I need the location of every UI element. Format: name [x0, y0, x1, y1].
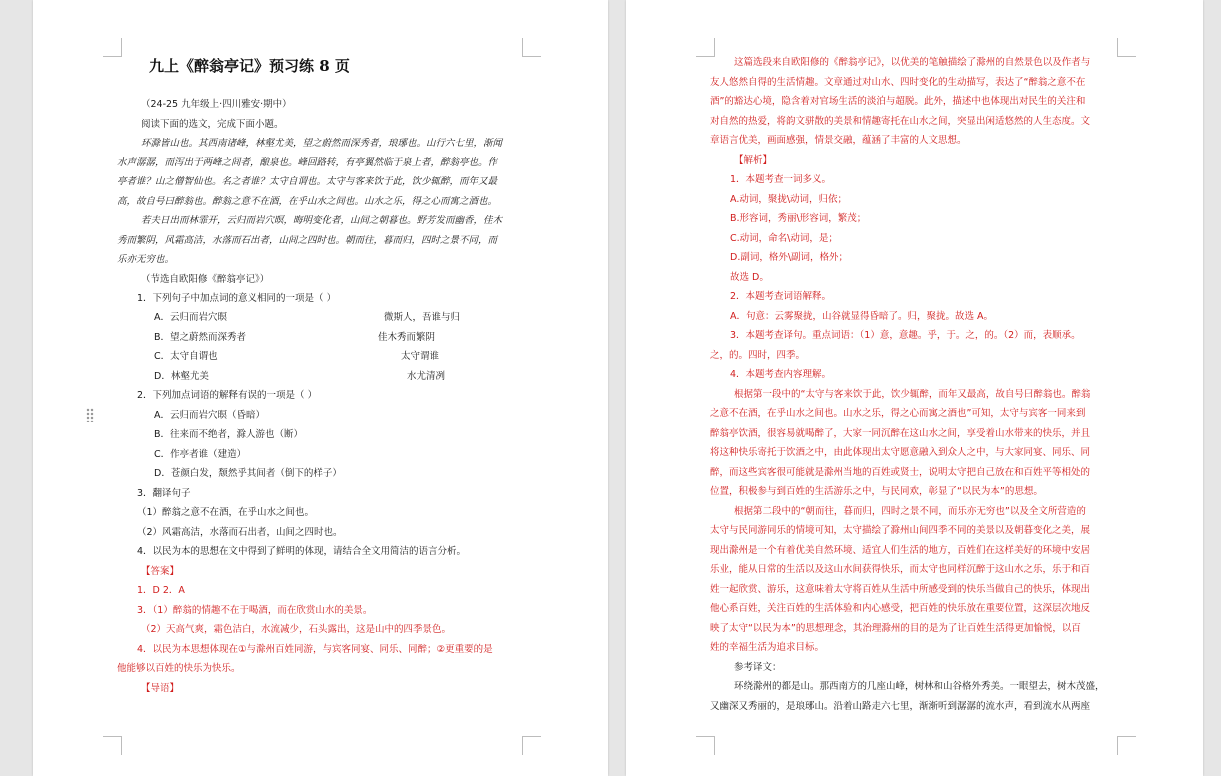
q1-option-left: C．太守自谓也 [154, 351, 218, 362]
question-source: （24-25 九年级上·四川雅安·期中） [141, 99, 292, 110]
analysis-paragraph-line: 醉翁亭饮酒，很容易就喝醉了，大家一同沉醉在这山水之间，享受着山水带来的快乐，并且 [710, 428, 1091, 439]
guide-label: 【导语】 [141, 683, 180, 694]
analysis-paragraph-line: 根据第一段中的“太守与客来饮于此，饮少辄醉，而年又最高，故自号曰醉翁也。醉翁 [734, 389, 1091, 400]
q1-option-right: 太守谓谁 [401, 351, 440, 362]
answer-4-line: 他能够以百姓的快乐为快乐。 [117, 663, 241, 674]
question-2-stem: 2．下列加点词语的解释有误的一项是（ ） [137, 390, 318, 401]
q2-option: D．苍颜白发，颓然乎其间者（倒下的样子） [154, 468, 342, 479]
analysis-line: 2．本题考查词语解释。 [730, 291, 832, 302]
margin-mark [696, 38, 715, 57]
analysis-line: D.副词，格外\副词，格外； [730, 252, 849, 263]
margin-mark [1117, 736, 1136, 755]
document-page-right [626, 0, 1203, 776]
analysis-line: 1．本题考查一词多义。 [730, 174, 832, 185]
margin-mark [522, 38, 541, 57]
analysis-line: A．句意：云雾聚拢，山谷就显得昏暗了。归，聚拢。故选 A。 [730, 311, 994, 322]
q1-option-left: A．云归而岩穴暝 [154, 312, 227, 323]
analysis-line: C.动词，命名\动词，是； [730, 233, 838, 244]
margin-mark [103, 736, 122, 755]
q1-option-right: 水尤清冽 [407, 371, 446, 382]
document-page-left [33, 0, 608, 776]
analysis-paragraph-line: 乐业，能从日常的生活以及这山水间获得快乐，而太守也同样沉醉于这山水之乐，乐于和百 [710, 564, 1091, 575]
analysis-paragraph-line: 姓一起欣赏、游乐，这意味着太守将百姓从生活中所感受到的快乐当做自己的快乐，体现出 [710, 584, 1091, 595]
intro-line: 酒”的豁达心境，隐含着对官场生活的淡泊与超脱。此外，描述中也体现出对民生的关注和 [710, 96, 1086, 107]
q3-item: （2）风霜高洁，水落而石出者，山间之四时也。 [137, 527, 343, 538]
passage-line: 秀而繁阴，风霜高洁，水落而石出者，山间之四时也。朝而往，暮而归，四时之景不同，而 [117, 235, 498, 246]
margin-mark [1117, 38, 1136, 57]
analysis-paragraph-line: 映了太守“以民为本”的思想理念，其治理滁州的目的是为了让百姓生活得更加愉悦，以百 [710, 623, 1081, 634]
passage-line: 亭者谁？山之僧智仙也。名之者谁？太守自谓也。太守与客来饮于此，饮少辄醉，而年又最 [117, 176, 498, 187]
analysis-line: 故选 D。 [730, 272, 769, 283]
answer-short: 1．D 2．A [137, 585, 185, 596]
analysis-paragraph-line: 根据第二段中的“朝而往，暮而归，四时之景不同，而乐亦无穷也”以及全文所营造的 [734, 506, 1086, 517]
passage-line: 环滁皆山也。其西南诸峰，林壑尤美，望之蔚然而深秀者，琅琊也。山行六七里，渐闻 [141, 138, 503, 149]
translation-label: 参考译文： [734, 662, 782, 673]
question-3-stem: 3．翻译句子 [137, 488, 191, 499]
passage-source: （节选自欧阳修《醉翁亭记》） [141, 274, 270, 285]
margin-mark [103, 38, 122, 57]
question-1-stem: 1．下列句子中加点词的意义相同的一项是（ ） [137, 293, 337, 304]
answer-3-1: 3．（1）醉翁的情趣不在于喝酒，而在欣赏山水的美景。 [137, 605, 373, 616]
q2-option: B．往来而不绝者，滁人游也（断） [154, 429, 304, 440]
passage-line: 若夫日出而林霏开，云归而岩穴暝，晦明变化者，山间之朝暮也。野芳发而幽香，佳木 [141, 215, 503, 226]
analysis-paragraph-line: 醉，而这些宾客很可能就是滁州当地的百姓或贤士，说明太守把自己放在和百姓平等相处的 [710, 467, 1091, 478]
question-4-stem: 4．以民为本的思想在文中得到了鲜明的体现，请结合全文用简洁的语言分析。 [137, 546, 467, 557]
q2-option: C．作亭者谁（建造） [154, 449, 247, 460]
analysis-paragraph-line: 将这种快乐寄托于饮酒之中，由此体现出太守愿意融入到众人之中，与大家同宴、同乐、同 [710, 447, 1091, 458]
translation-line: 又幽深又秀丽的，是琅琊山。沿着山路走六七里，渐渐听到潺潺的流水声，看到流水从两座 [710, 701, 1091, 712]
instruction: 阅读下面的选文，完成下面小题。 [141, 119, 284, 130]
q1-option-right: 佳木秀而繁阴 [378, 332, 436, 343]
passage-line: 乐亦无穷也。 [117, 254, 175, 265]
translation-line: 环绕滁州的都是山。那西南方的几座山峰，树林和山谷格外秀美。一眼望去，树木茂盛， [734, 681, 1105, 692]
analysis-paragraph-line: 姓的幸福生活为追求目标。 [710, 642, 825, 653]
answer-3-2: （2）天高气爽，霜色洁白，水流减少，石头露出，这是山中的四季景色。 [141, 624, 452, 635]
analysis-paragraph-line: 位置，积极参与到百姓的生活游乐之中，与民同欢，彰显了“以民为本”的思想。 [710, 486, 1043, 497]
analysis-line: 之，的。四时，四季。 [710, 350, 806, 361]
margin-mark [696, 736, 715, 755]
passage-line: 水声潺潺，而泻出于两峰之间者，酿泉也。峰回路转，有亭翼然临于泉上者，醉翁亭也。作 [117, 157, 498, 168]
analysis-paragraph-line: 之意不在酒，在乎山水之间也。山水之乐，得之心而寓之酒也”可知，太守与宾客一同来到 [710, 408, 1086, 419]
analysis-line: 4．本题考查内容理解。 [730, 369, 832, 380]
drag-handle-icon[interactable] [86, 408, 94, 422]
q3-item: （1）醉翁之意不在酒，在乎山水之间也。 [137, 507, 315, 518]
q1-option-left: D．林壑尤美 [154, 371, 209, 382]
analysis-paragraph-line: 太守与民同游同乐的情境可知，太守描绘了滁州山间四季不同的美景以及朝暮变化之美，展 [710, 525, 1091, 536]
document-title: 九上《醉翁亭记》预习练 8 页 [149, 57, 350, 75]
analysis-label: 【解析】 [734, 155, 773, 166]
analysis-paragraph-line: 现出滁州是一个有着优美自然环境、适宜人们生活的地方，百姓们在这样美好的环境中安居 [710, 545, 1091, 556]
analysis-line: B.形容词，秀丽\形容词，繁茂； [730, 213, 867, 224]
analysis-paragraph-line: 他心系百姓，关注百姓的生活体验和内心感受，把百姓的快乐放在重要位置，这深层次地反 [710, 603, 1091, 614]
analysis-line: 3．本题考查译句。重点词语：（1）意，意趣。乎，于。之，的。（2）而，表顺承。 [730, 330, 1081, 341]
answer-label: 【答案】 [141, 566, 180, 577]
intro-line: 对自然的热爱，将韵文骈散的美景和情趣寄托在山水之间，突显出闲适悠然的人生态度。文 [710, 116, 1091, 127]
intro-line: 友人悠然自得的生活情趣。文章通过对山水、四时变化的生动描写，表达了“醉翁之意不在 [710, 77, 1086, 88]
q1-option-left: B．望之蔚然而深秀者 [154, 332, 247, 343]
intro-line: 这篇选段来自欧阳修的《醉翁亭记》，以优美的笔触描绘了滁州的自然景色以及作者与 [734, 57, 1091, 68]
answer-4-line: 4．以民为本思想体现在①与滁州百姓同游，与宾客同宴、同乐、同醉；②更重要的是 [137, 644, 493, 655]
q1-option-right: 微斯人，吾谁与归 [384, 312, 461, 323]
passage-line: 高，故自号曰醉翁也。醉翁之意不在酒，在乎山水之间也。山水之乐，得之心而寓之酒也。 [117, 196, 498, 207]
q2-option: A．云归而岩穴暝（昏暗） [154, 410, 265, 421]
analysis-line: A.动词，聚拢\动词，归依； [730, 194, 848, 205]
margin-mark [522, 736, 541, 755]
intro-line: 章语言优美，画面感强，情景交融，蕴涵了丰富的人文思想。 [710, 135, 967, 146]
